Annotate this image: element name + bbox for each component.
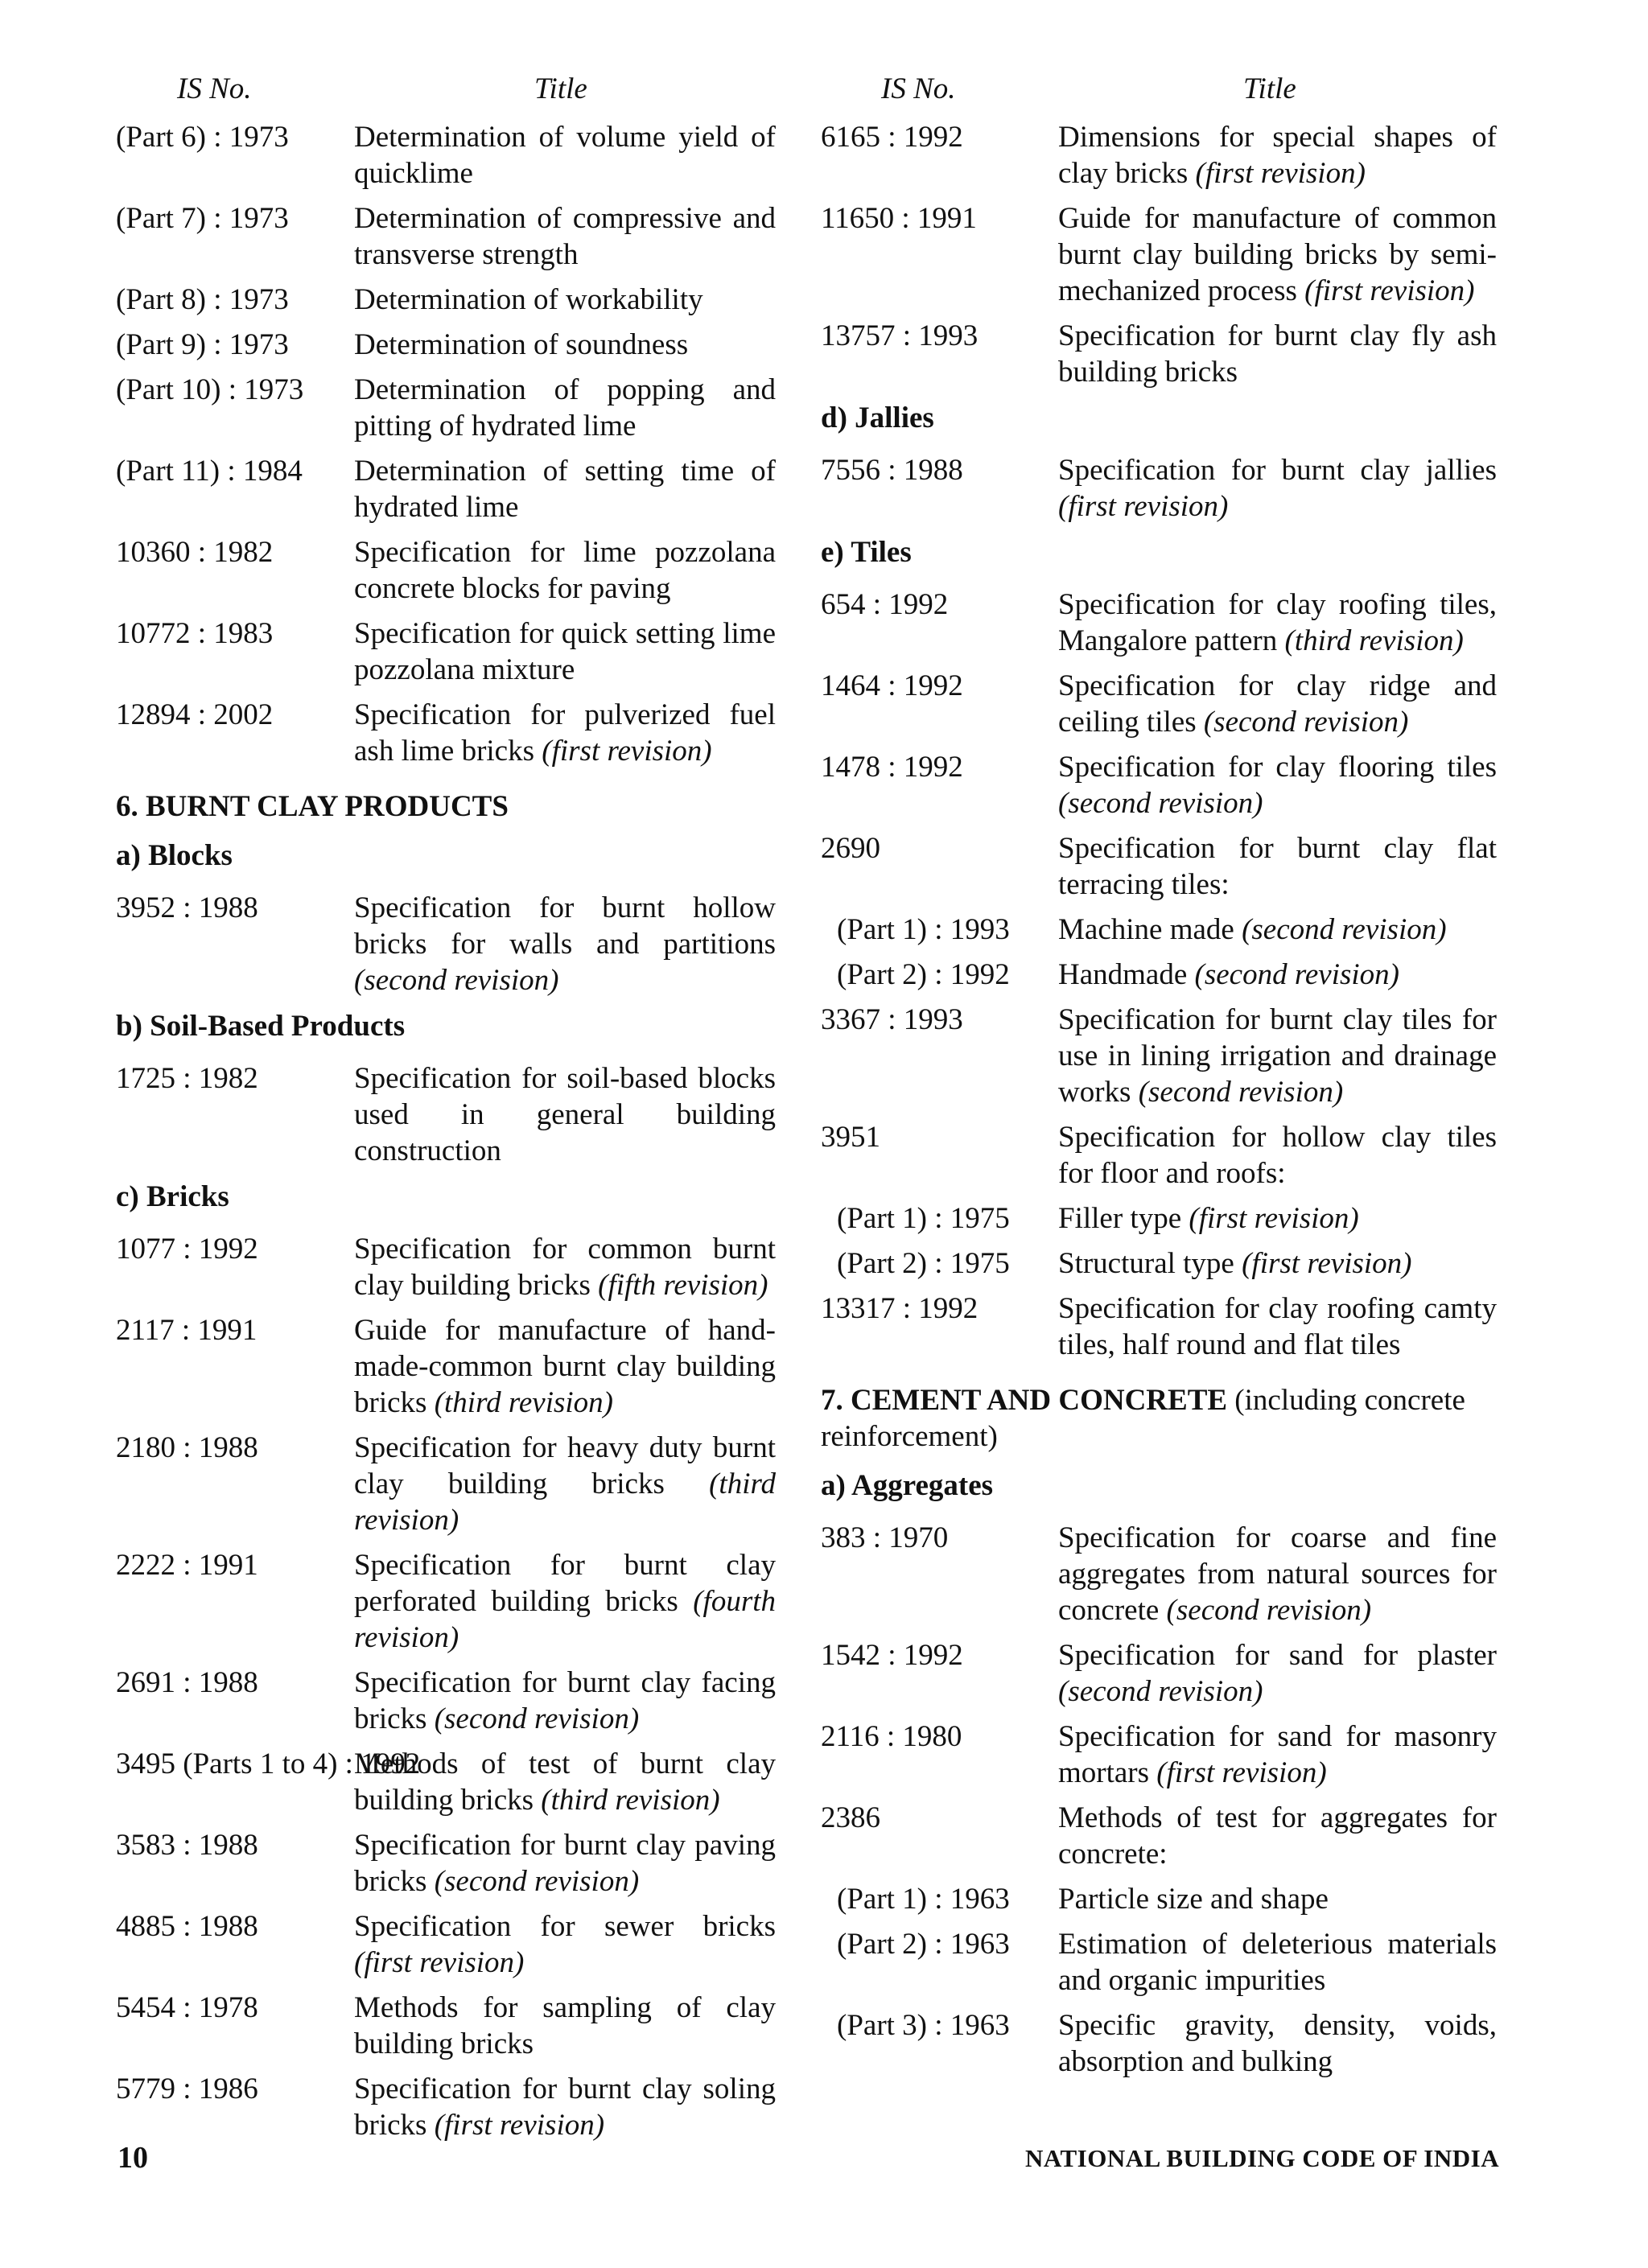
- standard-row: [116, 1312, 776, 1421]
- standard-row: [116, 453, 776, 525]
- standard-title-text: Specification for coarse and fine aggregates from natural sources for concrete: [1058, 1521, 1497, 1627]
- is-number: 10360 : 1982: [116, 536, 274, 569]
- revision-note: (second revision): [1058, 1675, 1263, 1708]
- standard-title: [354, 615, 776, 688]
- standard-title-text: Specification for clay roofing tiles, Mangalore pattern: [1058, 588, 1497, 657]
- is-number: 2117 : 1991: [116, 1314, 258, 1347]
- standard-title: [1058, 1002, 1497, 1110]
- revision-note: (second revision): [434, 1865, 640, 1898]
- standard-title: [1058, 668, 1497, 740]
- standard-row: [821, 1800, 1497, 1872]
- standard-title-text: Specification for burnt clay paving bricks: [354, 1829, 776, 1898]
- standard-title: [354, 1060, 776, 1169]
- left-column: [116, 71, 776, 2152]
- standard-title: [1058, 830, 1497, 903]
- standard-row: [821, 1002, 1497, 1110]
- subsection-heading: b) Soil-Based Products: [116, 1010, 406, 1043]
- title-header: Title: [534, 72, 587, 105]
- standard-row: [116, 1060, 776, 1169]
- standard-title: [354, 1547, 776, 1656]
- revision-note: (first revision): [434, 2109, 605, 2142]
- standard-row: [116, 1547, 776, 1656]
- section-heading-text: 6. BURNT CLAY PRODUCTS: [116, 790, 509, 823]
- standard-row: [821, 668, 1497, 740]
- standard-title: [1058, 1119, 1497, 1192]
- standard-title-text: Estimation of deleterious materials and organic impurities: [1058, 1928, 1497, 1997]
- standard-title-text: Specification for clay roofing camty tiles, half round and flat tiles: [1058, 1292, 1497, 1361]
- standard-title-text: Determination of volume yield of quicklime: [354, 121, 776, 190]
- revision-note: (second revision): [1058, 787, 1263, 820]
- section-heading: [821, 1382, 1497, 1455]
- standard-title: [354, 1827, 776, 1900]
- standard-row: [821, 1637, 1497, 1710]
- standard-row: [821, 452, 1497, 525]
- is-number: (Part 11) : 1984: [116, 455, 303, 488]
- standard-row: [821, 1718, 1497, 1791]
- standard-title: [354, 1665, 776, 1737]
- standard-title-text: Specification for burnt clay facing bricks: [354, 1666, 776, 1735]
- revision-note: (first revision): [1058, 490, 1229, 523]
- standard-row: [116, 2071, 776, 2143]
- standard-row: [821, 318, 1497, 390]
- standard-title: [1058, 2007, 1497, 2080]
- revision-note: (third revision): [434, 1386, 613, 1419]
- is-number: 3495 (Parts 1 to 4) : 1992: [116, 1747, 421, 1780]
- standard-row: [116, 1665, 776, 1737]
- is-number: 1478 : 1992: [821, 751, 963, 784]
- revision-note: (fifth revision): [598, 1269, 768, 1302]
- is-number: (Part 2) : 1992: [837, 958, 1010, 991]
- subsection-heading: a) Aggregates: [821, 1469, 994, 1502]
- is-number: 5454 : 1978: [116, 1991, 258, 2024]
- section-heading-note: (including concrete reinforcement): [821, 1384, 1465, 1453]
- standard-row: [116, 200, 776, 273]
- revision-note: (first revision): [1195, 157, 1366, 190]
- standard-title: [1058, 1926, 1497, 1998]
- is-number: 6165 : 1992: [821, 121, 963, 154]
- standard-title-text: Specification for burnt clay flat terracing tiles:: [1058, 832, 1497, 901]
- standard-title-text: Determination of soundness: [354, 328, 689, 361]
- standard-title: [354, 697, 776, 769]
- is-number: 1542 : 1992: [821, 1639, 963, 1672]
- is-number: 3583 : 1988: [116, 1829, 258, 1862]
- revision-note: (third revision): [1284, 624, 1464, 657]
- standard-row: [116, 327, 776, 363]
- revision-note: (second revision): [1203, 706, 1409, 739]
- standard-title-text: Specification for hollow clay tiles for floor and roofs:: [1058, 1121, 1497, 1190]
- is-number: 3952 : 1988: [116, 891, 258, 924]
- standard-title: [354, 1231, 776, 1303]
- standard-title: [354, 1312, 776, 1421]
- subsection-heading: c) Bricks: [116, 1180, 229, 1213]
- standard-title-text: Specification for burnt clay soling bricks: [354, 2072, 776, 2142]
- standard-title-text: Specification for burnt clay tiles for use in lining irrigation and drainage works: [1058, 1003, 1497, 1109]
- section-heading: [116, 788, 776, 825]
- right-entries: [821, 119, 1497, 2080]
- standard-row: [116, 697, 776, 769]
- standard-title: [354, 1746, 776, 1818]
- revision-note: (second revision): [1166, 1594, 1372, 1627]
- standard-title: [354, 1430, 776, 1538]
- is-number: 2386: [821, 1801, 880, 1834]
- standard-title-text: Specification for pulverized fuel ash lime bricks: [354, 698, 776, 768]
- standard-part-row: [821, 1200, 1497, 1237]
- revision-note: (second revision): [1194, 958, 1399, 991]
- standard-title: [1058, 200, 1497, 309]
- standard-title-text: Determination of popping and pitting of hydrated lime: [354, 373, 776, 442]
- is-number: 654 : 1992: [821, 588, 949, 621]
- is-number: 1725 : 1982: [116, 1062, 258, 1095]
- standard-title: [354, 200, 776, 273]
- standard-title-text: Specification for common burnt clay building bricks: [354, 1233, 776, 1302]
- is-number: (Part 6) : 1973: [116, 121, 289, 154]
- standard-row: [116, 372, 776, 444]
- is-number: 383 : 1970: [821, 1521, 949, 1554]
- standard-title: [1058, 1637, 1497, 1710]
- standard-title-text: Specification for heavy duty burnt clay building bricks: [354, 1431, 776, 1500]
- revision-note: (first revision): [1189, 1202, 1359, 1235]
- is-no-header: IS No.: [177, 72, 252, 105]
- page-number: 10: [117, 2141, 148, 2175]
- standard-title: [354, 119, 776, 191]
- is-number: (Part 1) : 1993: [837, 913, 1010, 946]
- standard-title: [1058, 318, 1497, 390]
- standard-title-text: Handmade: [1058, 958, 1188, 991]
- standard-title: [1058, 957, 1497, 993]
- standard-title: [354, 282, 776, 318]
- standard-title-text: Determination of setting time of hydrated lime: [354, 455, 776, 524]
- standard-row: [116, 1908, 776, 1981]
- standard-title-text: Determination of compressive and transverse strength: [354, 202, 776, 271]
- standard-row: [116, 119, 776, 191]
- is-number: 10772 : 1983: [116, 617, 274, 650]
- standard-title: [1058, 1800, 1497, 1872]
- standard-title-text: Specification for quick setting lime pozzolana mixture: [354, 617, 776, 686]
- standard-row: [821, 749, 1497, 821]
- standard-title-text: Determination of workability: [354, 283, 703, 316]
- is-number: (Part 8) : 1973: [116, 283, 289, 316]
- standard-title: [1058, 1718, 1497, 1791]
- is-number: 5779 : 1986: [116, 2072, 258, 2105]
- standard-title: [1058, 1881, 1497, 1917]
- column-header: [116, 71, 776, 119]
- revision-note: (first revision): [1156, 1756, 1327, 1789]
- standard-title-text: Specification for sand for plaster: [1058, 1639, 1497, 1672]
- is-number: 12894 : 2002: [116, 698, 274, 731]
- standard-row: [116, 534, 776, 607]
- is-number: 1464 : 1992: [821, 669, 963, 702]
- standard-row: [821, 830, 1497, 903]
- subsection-heading: d) Jallies: [821, 401, 934, 434]
- is-number: (Part 3) : 1963: [837, 2009, 1010, 2042]
- standard-title-text: Specific gravity, density, voids, absorption and bulking: [1058, 2009, 1497, 2078]
- left-entries: [116, 119, 776, 2143]
- standard-title: [354, 1990, 776, 2062]
- standard-part-row: [821, 912, 1497, 948]
- standard-row: [116, 1990, 776, 2062]
- right-column: [821, 71, 1497, 2089]
- revision-note: (fourth revision): [354, 1585, 776, 1654]
- standard-title: [1058, 1245, 1497, 1282]
- standard-title-text: Dimensions for special shapes of clay bricks: [1058, 121, 1497, 190]
- is-number: (Part 2) : 1975: [837, 1247, 1010, 1280]
- standard-title: [354, 1908, 776, 1981]
- standard-title: [1058, 587, 1497, 659]
- is-number: 2222 : 1991: [116, 1549, 258, 1582]
- revision-note: (first revision): [542, 735, 712, 768]
- standard-title: [1058, 452, 1497, 525]
- standard-title: [1058, 912, 1497, 948]
- is-number: 3951: [821, 1121, 880, 1154]
- standard-title-text: Guide for manufacture of common burnt clay building bricks by semi-mechanized process: [1058, 202, 1497, 307]
- standard-title: [354, 327, 776, 363]
- revision-note: (first revision): [1242, 1247, 1412, 1280]
- standard-row: [821, 119, 1497, 191]
- is-number: (Part 7) : 1973: [116, 202, 289, 235]
- column-header: [821, 71, 1497, 119]
- is-number: 13317 : 1992: [821, 1292, 978, 1325]
- revision-note: (first revision): [1304, 274, 1475, 307]
- standard-title: [354, 453, 776, 525]
- standard-part-row: [821, 1926, 1497, 1998]
- running-title: NATIONAL BUILDING CODE OF INDIA: [1025, 2144, 1500, 2172]
- standard-title: [1058, 119, 1497, 191]
- is-number: 13757 : 1993: [821, 319, 978, 352]
- standard-row: [116, 1231, 776, 1303]
- standard-title-text: Structural type: [1058, 1247, 1234, 1280]
- is-number: 1077 : 1992: [116, 1233, 258, 1266]
- standard-row: [116, 1746, 776, 1818]
- is-number: (Part 10) : 1973: [116, 373, 304, 406]
- standard-title-text: Specification for burnt clay fly ash building bricks: [1058, 319, 1497, 389]
- is-number: (Part 9) : 1973: [116, 328, 289, 361]
- is-number: 7556 : 1988: [821, 454, 963, 487]
- standard-title: [354, 890, 776, 998]
- standard-title-text: Specification for lime pozzolana concrete blocks for paving: [354, 536, 776, 605]
- section-heading-text: 7. CEMENT AND CONCRETE: [821, 1384, 1228, 1417]
- standard-row: [116, 1827, 776, 1900]
- standard-row: [821, 200, 1497, 309]
- standard-title-text: Methods of test for aggregates for concrete:: [1058, 1801, 1497, 1871]
- standard-title: [1058, 749, 1497, 821]
- standard-title-text: Specification for sewer bricks: [354, 1910, 776, 1943]
- revision-note: (third revision): [541, 1784, 720, 1817]
- standard-title: [1058, 1290, 1497, 1363]
- standard-row: [821, 1520, 1497, 1628]
- standard-title-text: Specification for sand for masonry mortars: [1058, 1720, 1497, 1789]
- title-header: Title: [1243, 72, 1296, 105]
- subsection-heading: e) Tiles: [821, 536, 912, 569]
- is-number: (Part 1) : 1963: [837, 1883, 1010, 1916]
- standard-part-row: [821, 2007, 1497, 2080]
- standard-part-row: [821, 1245, 1497, 1282]
- standard-title-text: Specification for clay ridge and ceiling tiles: [1058, 669, 1497, 739]
- revision-note: (second revision): [1242, 913, 1447, 946]
- standard-row: [116, 890, 776, 998]
- standard-title-text: Guide for manufacture of hand-made-common burnt clay building bricks: [354, 1314, 776, 1419]
- standard-title-text: Machine made: [1058, 913, 1234, 946]
- standard-row: [821, 1119, 1497, 1192]
- is-number: 2180 : 1988: [116, 1431, 258, 1464]
- revision-note: (second revision): [1138, 1076, 1344, 1109]
- standard-title-text: Specification for clay flooring tiles: [1058, 751, 1497, 784]
- standard-part-row: [821, 1881, 1497, 1917]
- standard-row: [821, 587, 1497, 659]
- is-number: 11650 : 1991: [821, 202, 977, 235]
- standard-row: [116, 1430, 776, 1538]
- standard-title-text: Filler type: [1058, 1202, 1182, 1235]
- standard-title-text: Specification for soil-based blocks used in general building construction: [354, 1062, 776, 1167]
- is-number: 2690: [821, 832, 880, 865]
- is-number: 4885 : 1988: [116, 1910, 258, 1943]
- standard-title-text: Specification for burnt clay perforated building bricks: [354, 1549, 776, 1618]
- standard-title-text: Methods for sampling of clay building bricks: [354, 1991, 776, 2060]
- standard-title-text: Particle size and shape: [1058, 1883, 1329, 1916]
- revision-note: (third revision): [354, 1467, 777, 1537]
- standard-title-text: Specification for burnt clay jallies: [1058, 454, 1497, 487]
- standard-title-text: Methods of test of burnt clay building bricks: [354, 1747, 776, 1817]
- standard-row: [821, 1290, 1497, 1363]
- standard-title: [1058, 1520, 1497, 1628]
- standard-title: [354, 2071, 776, 2143]
- standard-part-row: [821, 957, 1497, 993]
- revision-note: (second revision): [434, 1702, 640, 1735]
- standard-title: [354, 534, 776, 607]
- standard-title: [1058, 1200, 1497, 1237]
- is-number: (Part 2) : 1963: [837, 1928, 1010, 1961]
- standard-title: [354, 372, 776, 444]
- is-number: (Part 1) : 1975: [837, 1202, 1010, 1235]
- subsection-heading: a) Blocks: [116, 839, 233, 872]
- standard-row: [116, 282, 776, 318]
- is-no-header: IS No.: [881, 72, 956, 105]
- standard-title-text: Specification for burnt hollow bricks for walls and partitions: [354, 891, 776, 961]
- revision-note: (first revision): [354, 1946, 525, 1979]
- standard-row: [116, 615, 776, 688]
- is-number: 2691 : 1988: [116, 1666, 258, 1699]
- revision-note: (second revision): [354, 964, 559, 997]
- is-number: 3367 : 1993: [821, 1003, 963, 1036]
- is-number: 2116 : 1980: [821, 1720, 962, 1753]
